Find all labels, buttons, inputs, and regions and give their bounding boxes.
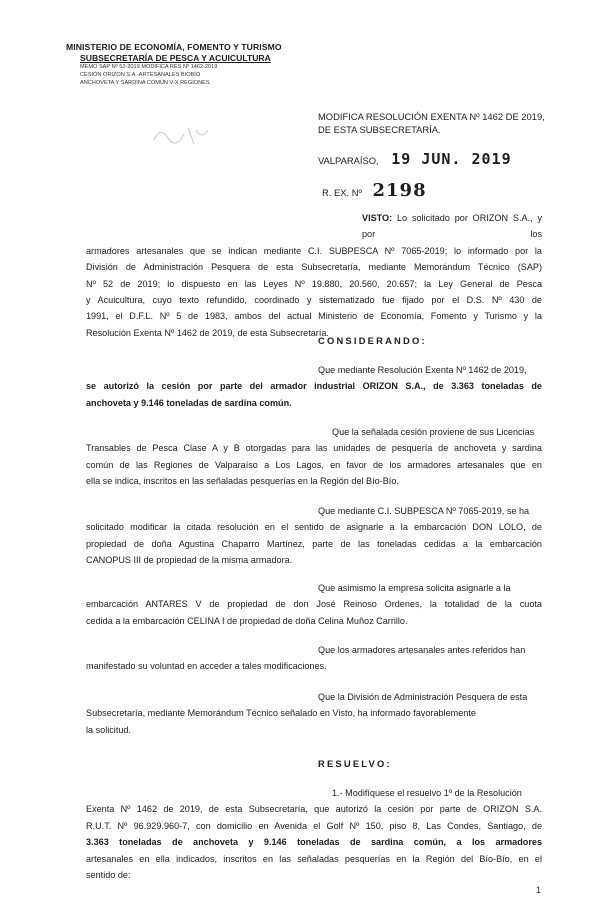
considerando-line: se autorizó la cesión por parte del armador industrial ORIZON S.A., de 3.363 toneladas de — [86, 381, 542, 392]
resuelvo-line: 3.363 toneladas de anchoveta y 9.146 toneladas de sardina común, a los armadores — [86, 837, 542, 848]
resuelvo-line: R.U.T. Nº 96.929.960-7, con domicilio en Avenida el Golf Nº 150, piso 8, Las Condes, Santiago, de — [86, 820, 542, 831]
considerando-line: Que mediante Resolución Exenta Nº 1462 de 2019, — [318, 365, 527, 375]
considerando-paragraph — [86, 362, 542, 411]
considerando-line: manifestado su voluntad en acceder a tales modificaciones. — [86, 661, 327, 672]
resuelvo-paragraph — [86, 785, 542, 883]
resolution-number: 2198 — [372, 180, 427, 201]
letterhead — [66, 42, 306, 87]
page-number: 1 — [536, 885, 542, 895]
considerando-paragraph — [86, 580, 542, 629]
considerando-line: Que la División de Administración Pesquera de esta — [318, 692, 528, 702]
considerando-line: anchoveta y 9.146 toneladas de sardina común. — [86, 397, 292, 408]
visto-paragraph — [86, 210, 542, 341]
considerando-line: Que asimismo la empresa solicita asignarle a la — [318, 583, 511, 593]
date-line — [318, 150, 512, 168]
rex-label: R. EX. Nº — [322, 187, 362, 198]
considerando-line: la solicitud. — [86, 724, 131, 735]
visto-line: 1991, el D.F.L. Nº 5 de 1983, ambos del actual Ministerio de Economía, Fomento y Turismo y la — [86, 311, 542, 322]
considerando-line: embarcación ANTARES V de propiedad de don José Reinoso Ordenes, la totalidad de la cuota — [86, 599, 542, 610]
considerando-line: CANOPUS III de propiedad de la misma armadora. — [86, 555, 293, 566]
resuelvo-line: 1.- Modifíquese el resuelvo 1º de la Resolución — [332, 788, 522, 798]
resuelvo-line: artesanales en ella indicados, inscritos en las señaladas pesquerías en la Región del Bío-Bío, en el — [86, 853, 542, 864]
memo-line: ANCHOVETA Y SARDINA COMÚN V-X REGIONES — [80, 80, 210, 86]
visto-line: armadores artesanales que se indican mediante C.I. SUBPESCA Nº 7065-2019; lo informado por la — [86, 245, 542, 256]
place-label: VALPARAÍSO, — [318, 155, 379, 166]
considerando-paragraph — [86, 424, 542, 490]
considerando-line: propiedad de doña Agustina Chaparro Martínez, parte de las toneladas cedidas a la embarcación — [86, 538, 542, 549]
stamp-mark-icon — [150, 118, 212, 154]
visto-line: Resolución Exenta Nº 1462 de 2019, de esta Subsecretaría. — [86, 327, 329, 338]
considerando-line: Subsecretaría, mediante Memorándum Técnico señalado en Visto, ha informado favorablemente — [86, 708, 476, 719]
considerando-paragraph — [86, 642, 542, 675]
considerando-heading: CONSIDERANDO: — [318, 335, 427, 346]
considerando-line: Que mediante C.I. SUBPESCA Nº 7065-2019, se ha — [318, 506, 530, 516]
considerando-paragraph — [86, 689, 542, 738]
resolution-date: 19 JUN. 2019 — [391, 150, 512, 168]
considerando-line: cedida a la embarcación CELINA I de propiedad de doña Celina Muñoz Carrillo. — [86, 615, 408, 626]
visto-line: y Acuicultura, cuyo texto refundido, coordinado y sistematizado fue fijado por el D.S. Nº 430 de — [86, 295, 542, 306]
memo-line: MEMO SAP Nº 52-2019 MODIFICA RES Nº 1462-2019 — [80, 64, 218, 70]
subsecretaria-name: SUBSECRETARÍA DE PESCA Y ACUICULTURA — [80, 53, 271, 63]
resuelvo-line: Exenta Nº 1462 de 2019, de esta Subsecretaría, que autorizó la cesión por parte de ORIZON S.A. — [86, 804, 542, 815]
resuelvo-heading: RESUELVO: — [318, 758, 392, 769]
resolution-subject: MODIFICA RESOLUCIÓN EXENTA Nº 1462 DE 2019, DE ESTA SUBSECRETARÍA. — [318, 111, 545, 135]
resuelvo-line: sentido de: — [86, 870, 131, 881]
memo-line: CESIÓN ORIZON S.A.-ARTESANALES BIOBÍO — [80, 72, 201, 78]
ministry-name: MINISTERIO DE ECONOMÍA, FOMENTO Y TURISMO — [66, 42, 282, 52]
resolution-number-line — [322, 180, 427, 201]
considerando-line: Que los armadores artesanales antes referidos han — [318, 645, 526, 655]
considerando-line: Transables de Pesca Clase A y B otorgadas para las unidades de pesquería de anchoveta y sardina — [86, 443, 542, 454]
considerando-line: ella se indica, inscritos en las señaladas pesquerías en la Región del Bío-Bío. — [86, 476, 399, 487]
visto-label: VISTO: — [362, 213, 393, 223]
faint-stamp — [150, 118, 212, 154]
considerando-line: solicitado modificar la citada resolución en el sentido de asignarle a la embarcación DON LOLO, de — [86, 522, 542, 533]
considerando-paragraph — [86, 503, 542, 569]
visto-line: Nº 52 de 2019; lo dispuesto en las Leyes Nº 19.880, 20.560, 20.657; la Ley General de Pesca — [86, 278, 542, 289]
visto-line: División de Administración Pesquera de esta Subsecretaría, mediante Memorándum Técnico (SAP) — [86, 262, 542, 273]
considerando-line: común de las Regiones de Valparaíso a Los Lagos, en favor de los armadores artesanales que en — [86, 459, 542, 470]
considerando-line: Que la señalada cesión proviene de sus Licencias — [332, 427, 535, 437]
visto-line: Lo solicitado por ORIZON S.A., y por los — [362, 213, 542, 240]
